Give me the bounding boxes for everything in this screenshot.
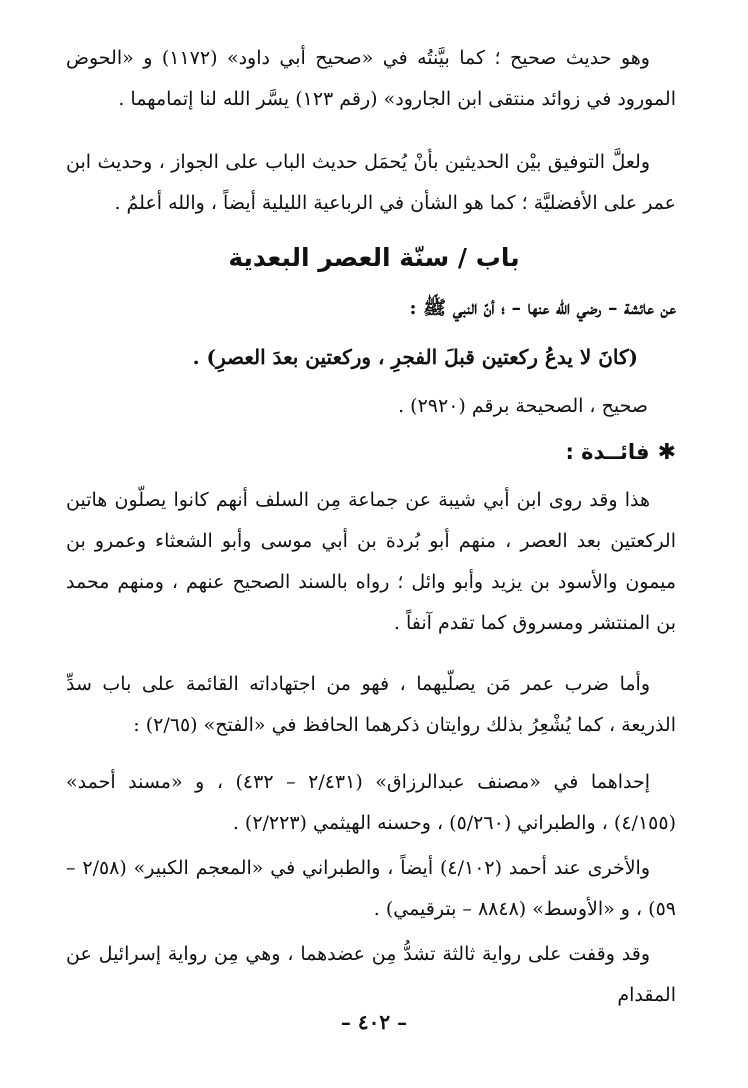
paragraph-reconciliation: ولعلَّ التوفيق بيْن الحديثين بأنْ يُحمَل حديث الباب على الجواز ، وحديث ابن عمر على الأفضليَّة ؛ كما هو الشأن في الرباعية الليلية أيضاً ، والله أعلمُ . bbox=[66, 151, 676, 214]
paragraph-first-narration: إحداهما في «مصنف عبدالرزاق» (٢/٤٣١ – ٤٣٢) ، و «مسند أحمد» (٤/١٥٥) ، والطبراني (٥/٢٦٠) ، وحسنه الهيثمي (٢/٢٢٣) . bbox=[66, 771, 676, 834]
paragraph-salaf-narrations: هذا وقد روى ابن أبي شيبة عن جماعة مِن السلف أنهم كانوا يصلّون هاتين الركعتين بعد العصر ، منهم أبو بُردة بن أبي موسى وأبو الشعثاء وعمرو بن ميمون والأسود بن يزيد وأبو وائل ؛ رواه بالسند الصحيح عنهم ، ومنهم محمد بن المنتشر ومسروق كما تقدم آنفاً . bbox=[66, 489, 676, 634]
hadith-grading: صحيح ، الصحيحة برقم (٢٩٢٠) . bbox=[398, 395, 648, 417]
page-number: – ٤٠٢ – bbox=[340, 1010, 408, 1034]
star-icon: ✱ bbox=[657, 440, 676, 465]
hadith-narrator-line: عن عائشة – رضي الله عنها – ؛ أنّ النبي ﷺ : bbox=[409, 297, 676, 319]
faida-label: فائــدة : bbox=[565, 440, 650, 464]
paragraph-umar-ijtihad: وأما ضرب عمر مَن يصلّيهما ، فهو من اجتهاداته القائمة على باب سدِّ الذريعة ، كما يُشْعِرُ بذلك روايتان ذكرهما الحافظ في «الفتح» (٢/٦٥) : bbox=[66, 673, 676, 736]
paragraph-third-narration: وقد وقفت على رواية ثالثة تشدُّ مِن عضدهما ، وهي مِن رواية إسرائيل عن المقدام bbox=[66, 943, 676, 1006]
chapter-title: باب / سنّة العصر البعدية bbox=[228, 243, 520, 272]
paragraph-second-narration: والأخرى عند أحمد (٤/١٠٢) أيضاً ، والطبراني في «المعجم الكبير» (٢/٥٨ – ٥٩) ، و «الأوسط» (٨٨٤٨ – بترقيمي) . bbox=[66, 857, 676, 920]
hadith-text: (كانَ لا يدعُ ركعتين قبلَ الفجرِ ، وركعتين بعدَ العصرِ) . bbox=[192, 345, 638, 369]
faida-heading bbox=[565, 434, 676, 471]
paragraph-hadith-grading-reference: وهو حديث صحيح ؛ كما بيَّنتُه في «صحيح أبي داود» (١١٧٢) و «الحوض المورود في زوائد منتقى ابن الجارود» (رقم ١٢٣) يسَّر الله لنا إتمامهما . bbox=[66, 47, 676, 110]
